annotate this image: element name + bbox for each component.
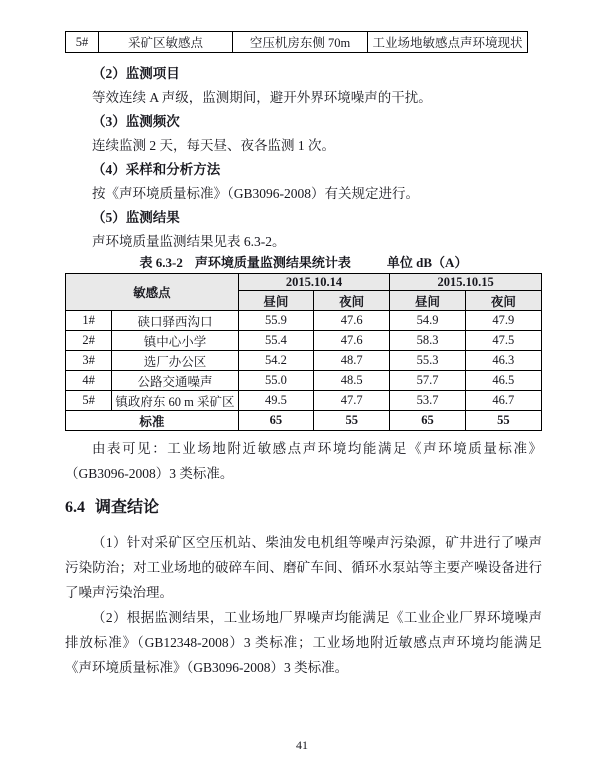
section-number: 6.4 — [65, 499, 85, 516]
value-cell: 57.7 — [390, 371, 465, 391]
table-row — [66, 371, 542, 391]
header-night-2: 夜间 — [465, 291, 541, 311]
page-number: 41 — [296, 738, 308, 752]
point-type-cell: 采矿区敏感点 — [99, 32, 233, 53]
standard-value: 55 — [465, 411, 541, 431]
section-title: 调查结论 — [95, 499, 160, 516]
value-cell: 49.5 — [238, 391, 313, 411]
value-cell: 53.7 — [390, 391, 465, 411]
table-row — [66, 351, 542, 371]
heading-monitoring-results: （5）监测结果 — [92, 210, 180, 225]
value-cell: 54.2 — [238, 351, 313, 371]
header-sensitive-point: 敏感点 — [66, 274, 239, 311]
row-id: 2# — [66, 331, 112, 351]
header-day-1: 昼间 — [238, 291, 313, 311]
noise-results-table — [65, 273, 542, 431]
paragraph-monitoring-items: 等效连续 A 声级，监测期间，避开外界环境噪声的干扰。 — [92, 90, 432, 105]
heading-monitoring-items: （2）监测项目 — [92, 66, 180, 81]
point-location-cell: 空压机房东侧 70m — [233, 32, 368, 53]
paragraph-conclusion-2: （2）根据监测结果，工业场地厂界噪声均能满足《工业企业厂界环境噪声排放标准》（GB12348-2008）3 类标准；工业场地附近敏感点声环境均能满足《声环境质量标准》（GB3096-2008）3 类标准。 — [65, 610, 542, 675]
value-cell: 58.3 — [390, 331, 465, 351]
header-date-2: 2015.10.15 — [390, 274, 542, 291]
header-date-1: 2015.10.14 — [238, 274, 390, 291]
value-cell: 48.7 — [314, 351, 390, 371]
row-name: 公路交通噪声 — [112, 371, 239, 391]
table-row — [66, 391, 542, 411]
value-cell: 47.6 — [314, 311, 390, 331]
page-content — [65, 31, 542, 680]
value-cell: 46.7 — [465, 391, 541, 411]
point-purpose-cell: 工业场地敏感点声环境现状 — [368, 32, 528, 53]
row-name: 选厂办公区 — [112, 351, 239, 371]
table-caption-label: 表 6.3-2 — [139, 255, 183, 270]
value-cell: 55.0 — [238, 371, 313, 391]
header-night-1: 夜间 — [314, 291, 390, 311]
paragraph-conclusion-1: （1）针对采矿区空压机站、柴油发电机组等噪声污染源，矿井进行了噪声污染防治；对工业场地的破碎车间、磨矿车间、循环水泵站等主要产噪设备进行了噪声污染治理。 — [65, 535, 542, 600]
value-cell: 47.6 — [314, 331, 390, 351]
table-caption — [65, 254, 542, 272]
value-cell: 47.7 — [314, 391, 390, 411]
value-cell: 46.5 — [465, 371, 541, 391]
value-cell: 54.9 — [390, 311, 465, 331]
header-day-2: 昼间 — [390, 291, 465, 311]
table-caption-unit: 单位 dB（A） — [386, 255, 468, 270]
standard-value: 55 — [314, 411, 390, 431]
paragraph-monitoring-frequency: 连续监测 2 天，每天昼、夜各监测 1 次。 — [92, 138, 335, 153]
row-id: 1# — [66, 311, 112, 331]
row-id: 4# — [66, 371, 112, 391]
value-cell: 55.9 — [238, 311, 313, 331]
table-header-row — [66, 274, 542, 291]
row-name: 镇中心小学 — [112, 331, 239, 351]
standard-label: 标准 — [66, 411, 239, 431]
value-cell: 46.3 — [465, 351, 541, 371]
paragraph-table-conclusion: 由表可见：工业场地附近敏感点声环境均能满足《声环境质量标准》（GB3096-2008）3 类标准。 — [65, 441, 542, 481]
value-cell: 47.5 — [465, 331, 541, 351]
monitoring-point-table — [65, 31, 528, 53]
table-row — [66, 311, 542, 331]
heading-monitoring-frequency: （3）监测频次 — [92, 114, 180, 129]
row-id: 5# — [66, 391, 112, 411]
standard-value: 65 — [390, 411, 465, 431]
value-cell: 48.5 — [314, 371, 390, 391]
value-cell: 47.9 — [465, 311, 541, 331]
table-caption-title: 声环境质量监测结果统计表 — [194, 255, 351, 270]
table-standard-row — [66, 411, 542, 431]
point-id-cell: 5# — [66, 32, 99, 53]
section-heading-6-4 — [65, 497, 542, 519]
table-row — [66, 32, 528, 53]
value-cell: 55.4 — [238, 331, 313, 351]
row-id: 3# — [66, 351, 112, 371]
heading-sampling-method: （4）采样和分析方法 — [92, 162, 221, 177]
table-row — [66, 331, 542, 351]
paragraph-sampling-method: 按《声环境质量标准》（GB3096-2008）有关规定进行。 — [92, 186, 419, 201]
standard-value: 65 — [238, 411, 313, 431]
value-cell: 55.3 — [390, 351, 465, 371]
row-name: 硖口驿西沟口 — [112, 311, 239, 331]
row-name: 镇政府东 60 m 采矿区 — [112, 391, 239, 411]
paragraph-monitoring-results: 声环境质量监测结果见表 6.3-2。 — [92, 234, 286, 249]
